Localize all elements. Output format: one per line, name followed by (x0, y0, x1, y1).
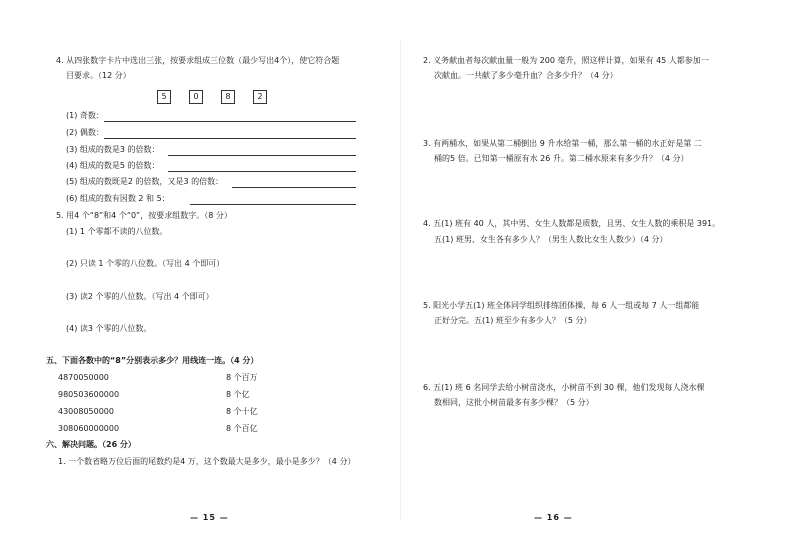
q4-item-1: (1) 奇数： (66, 111, 104, 120)
match-number[interactable]: 308060000000 (58, 424, 120, 433)
digit-card: 0 (189, 90, 203, 104)
q5-item-3: (3) 读2 个零的八位数。（写出 4 个即可） (66, 292, 214, 301)
q5-item-1: (1) 1 个零都不读的八位数。 (66, 227, 168, 236)
answer-blank[interactable] (190, 204, 356, 205)
s6-q1: 1. 一个数省略万位后面的尾数约是4 万，这个数最大是多少，最小是多少？（4 分） (58, 457, 356, 466)
answer-blank[interactable] (168, 155, 356, 156)
q4-line1: 4. 从四张数字卡片中选出三张，按要求组成三位数（最少写出4个），使它符合题 (56, 56, 340, 65)
match-meaning[interactable]: 8 个百万 (226, 373, 258, 382)
match-meaning[interactable]: 8 个亿 (226, 390, 250, 399)
problem-6-line1: 6. 五(1) 班 6 名同学去给小树苗浇水，小树苗不到 30 棵，他们发现每人浇水棵 (423, 383, 705, 392)
page-number: — 15 — (190, 513, 229, 522)
match-meaning[interactable]: 8 个十亿 (226, 407, 258, 416)
problem-2-line2: 次献血。一共献了多少毫升血？合多少升？（4 分） (434, 71, 618, 80)
page-number: — 16 — (534, 513, 573, 522)
q5-item-2: (2) 只读 1 个零的八位数。（写出 4 个即可） (66, 259, 225, 268)
answer-blank[interactable] (104, 121, 356, 122)
q4-item-2: (2) 偶数： (66, 128, 104, 137)
match-number[interactable]: 980503600000 (58, 390, 120, 399)
q4-line2: 目要求。（12 分） (66, 71, 131, 80)
digit-card: 5 (157, 90, 171, 104)
q5-title: 5. 用4 个“8”和4 个“0”，按要求组数字。（8 分） (56, 211, 232, 220)
answer-blank[interactable] (104, 138, 356, 139)
problem-4-line1: 4. 五(1) 班有 40 人，其中男、女生人数都是质数，且男、女生人数的乘积是 391。 (423, 219, 721, 228)
q4-item-6: (6) 组成的数有因数 2 和 5： (66, 194, 170, 203)
problem-3-line1: 3. 有两桶水，如果从第二桶倒出 9 升水给第一桶，那么第一桶的水正好是第 二 (423, 139, 702, 148)
section-6-title: 六、解决问题。（26 分） (46, 440, 136, 449)
answer-blank[interactable] (232, 187, 356, 188)
problem-4-line2: 五(1) 班男、女生各有多少人？（男生人数比女生人数少）（4 分） (434, 235, 668, 244)
problem-6-line2: 数相同，这批小树苗最多有多少棵？（5 分） (434, 398, 594, 407)
page-divider (400, 40, 401, 520)
problem-5-line2: 正好分完。五(1) 班至少有多少人？（5 分） (434, 316, 592, 325)
q4-item-3: (3) 组成的数是3 的倍数： (66, 145, 160, 154)
q4-item-4: (4) 组成的数是5 的倍数： (66, 161, 160, 170)
match-number[interactable]: 4870050000 (58, 373, 109, 382)
digit-card: 8 (221, 90, 235, 104)
section-5-title: 五、下面各数中的“8”分别表示多少？用线连一连。（4 分） (46, 356, 259, 365)
match-number[interactable]: 43008050000 (58, 407, 114, 416)
problem-3-line2: 桶的5 倍。已知第一桶原有水 26 升。第二桶水原来有多少升？（4 分） (434, 154, 689, 163)
problem-5-line1: 5. 阳光小学五(1) 班全体同学组织排练团体操，每 6 人一组或每 7 人一组都能 (423, 301, 700, 310)
q4-item-5: (5) 组成的数既是2 的倍数，又是3 的倍数： (66, 177, 224, 186)
answer-blank[interactable] (168, 171, 356, 172)
q5-item-4: (4) 读3 个零的八位数。 (66, 324, 152, 333)
match-meaning[interactable]: 8 个百亿 (226, 424, 258, 433)
problem-2-line1: 2. 义务献血者每次献血量一般为 200 毫升，照这样计算，如果有 45 人都参加一 (423, 56, 709, 65)
digit-card: 2 (253, 90, 267, 104)
